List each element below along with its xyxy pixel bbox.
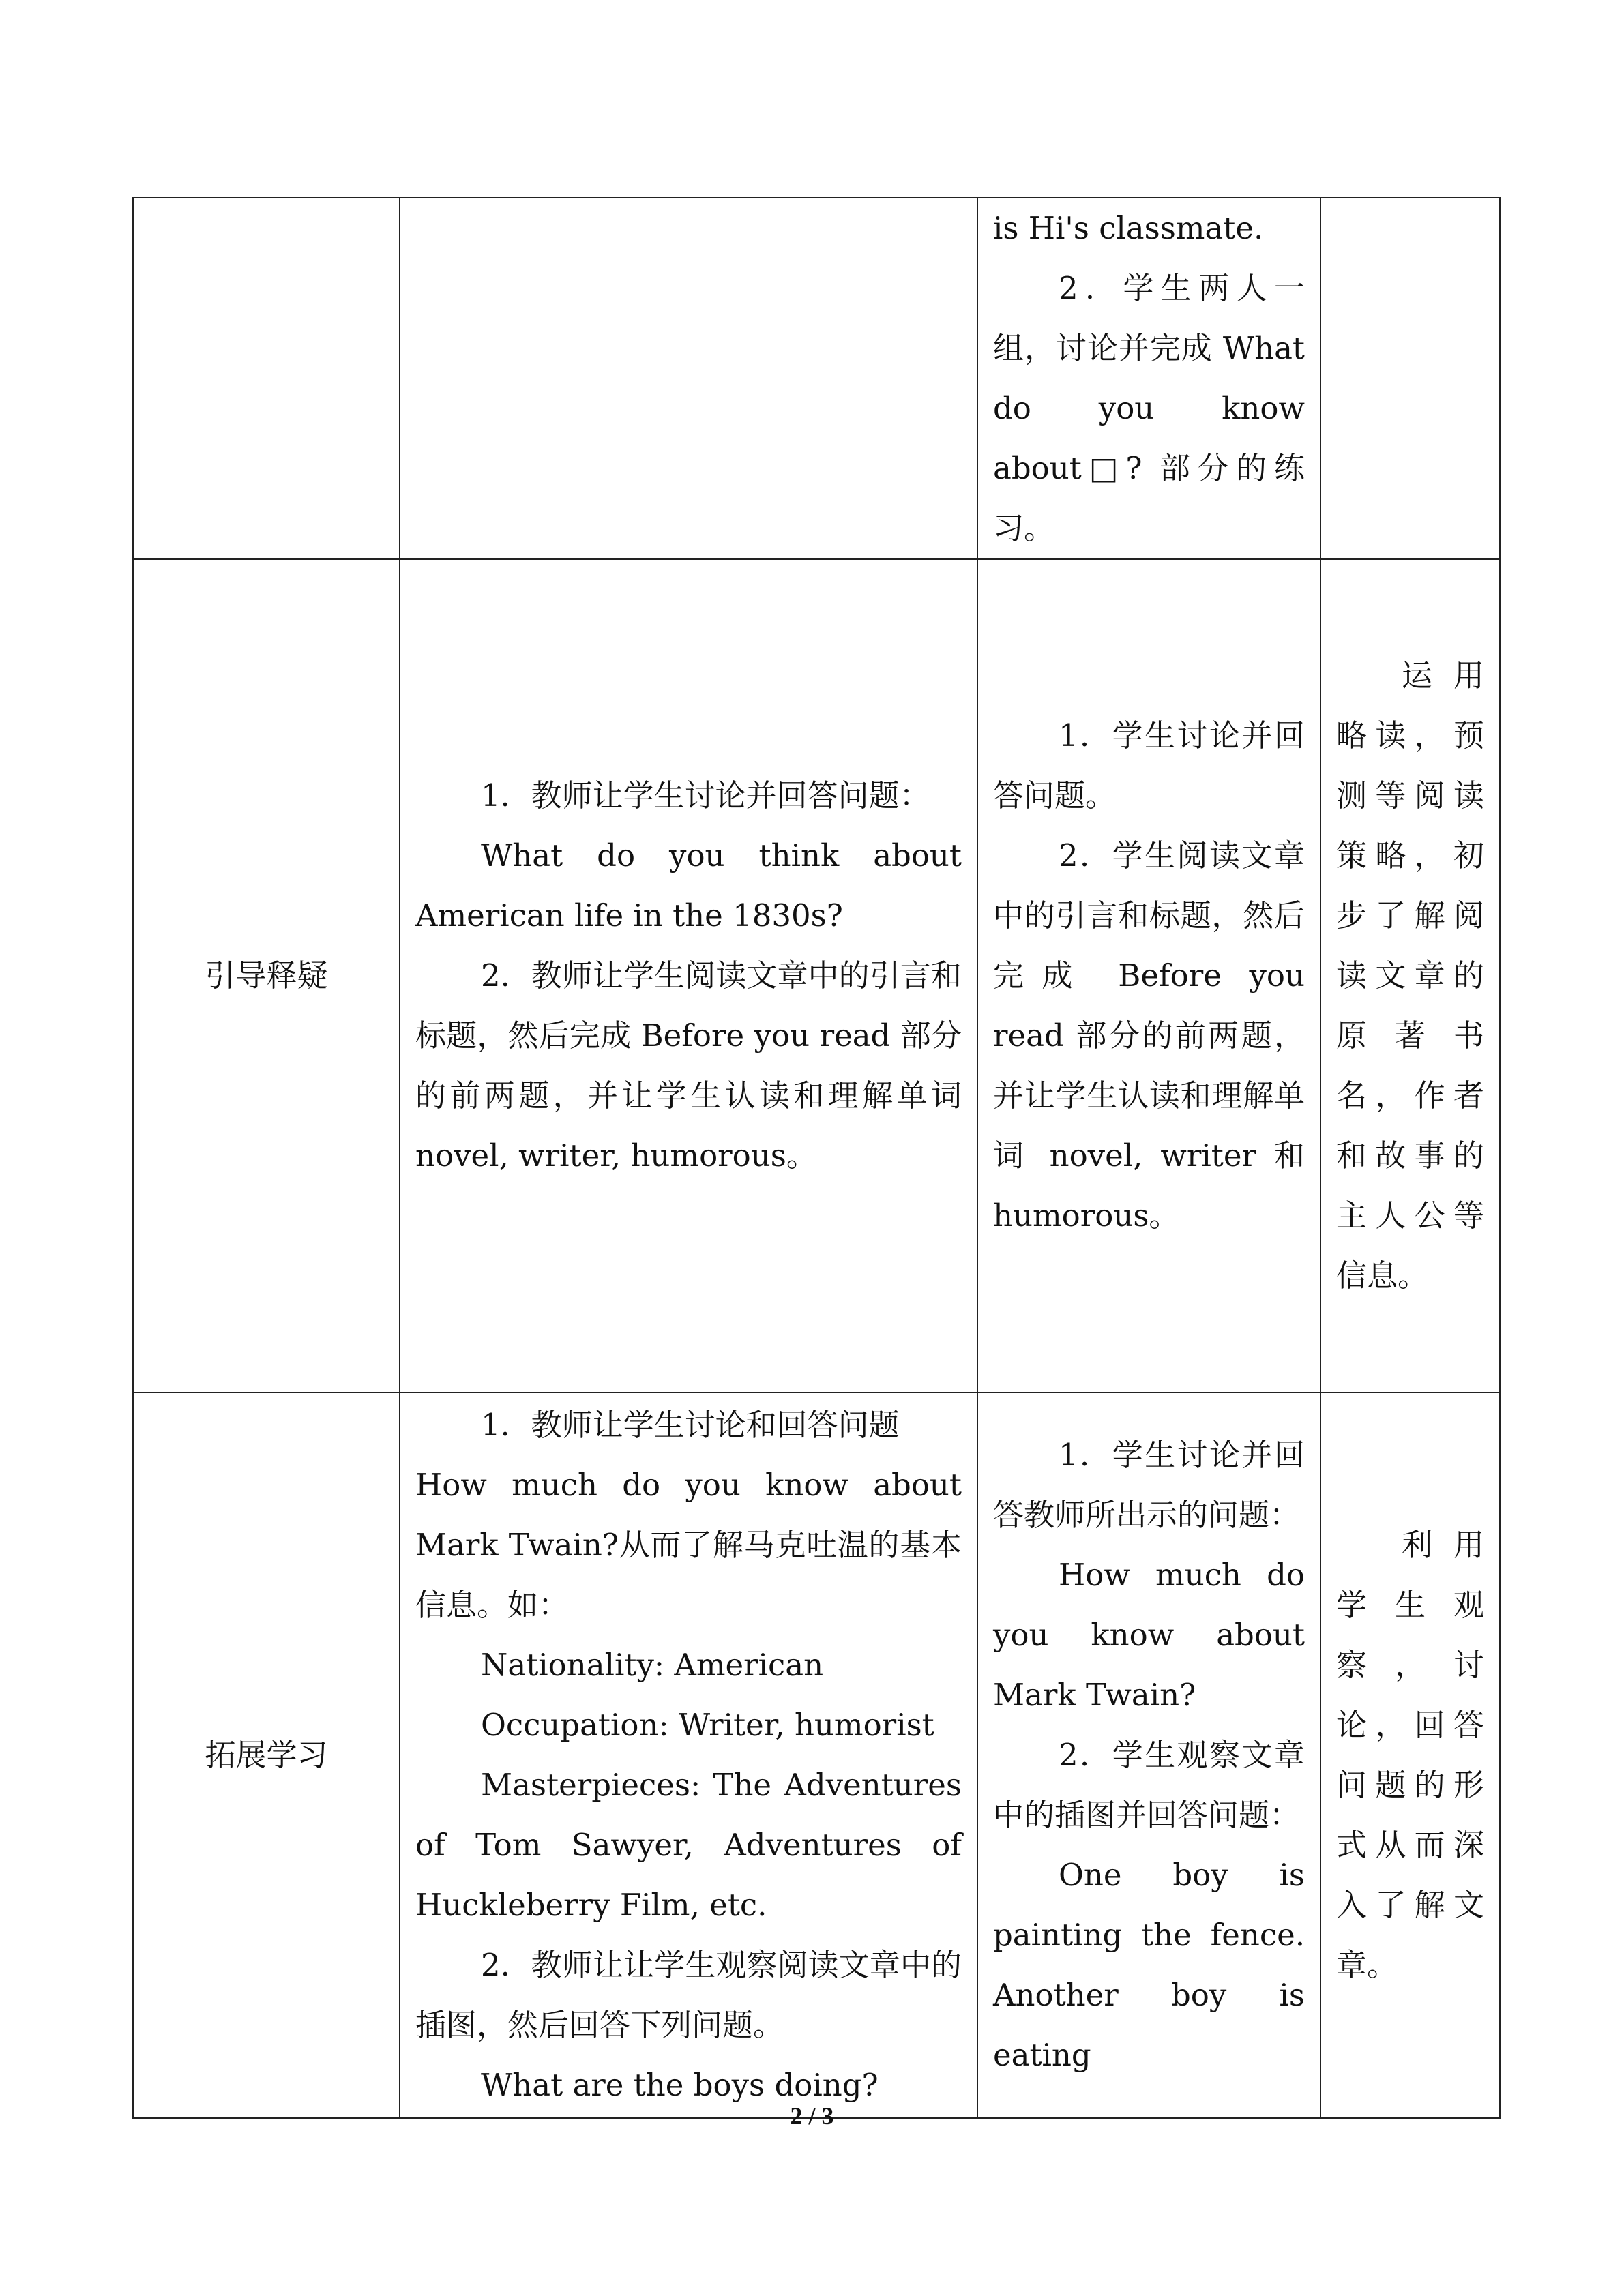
table-row [133,198,1500,559]
student-text: How much do you know about Mark Twain? [993,1557,1305,1713]
stage-cell [133,559,400,1392]
stage-label: 拓展学习 [205,1737,328,1773]
student-text: is Hi's classmate. [993,210,1264,246]
teacher-text: 2．教师让让学生观察阅读文章中的插图，然后回答下列问题。 [415,1947,962,2043]
teacher-activity-cell [400,1392,977,2118]
teacher-text: 2．教师让学生阅读文章中的引言和标题，然后完成 Before you read 部分的前两题，并让学生认读和理解单词 novel, writer, humorous。 [415,957,962,1174]
student-text: One boy is painting the fence. Another boy is eating [993,1857,1305,2073]
purpose-text: 运用略读，预测等阅读策略，初步了解阅读文章的原著书名，作者和故事的主人公等信息。 [1336,657,1484,1294]
teacher-text: Masterpieces: The Adventures of Tom Sawyer, Adventures of Huckleberry Film, etc. [415,1767,962,1923]
teacher-text: 1．教师让学生讨论并回答问题： [481,777,930,814]
purpose-cell [1320,1392,1500,2118]
teacher-text: 1．教师让学生讨论和回答问题 [481,1407,900,1443]
purpose-text: 利用学生观察，讨论，回答问题的形式从而深入了解文章。 [1336,1527,1484,1983]
student-activity-cell [977,1392,1320,2118]
page-number: 2 / 3 [790,2102,834,2130]
table-row [133,559,1500,1392]
stage-label: 引导释疑 [205,957,328,994]
student-text: 2．学生观察文章中的插图并回答问题： [993,1737,1305,1833]
teacher-text: How much do you know about Mark Twain?从而了解马克吐温的基本信息。如： [415,1467,962,1623]
teacher-text: Occupation: Writer, humorist [481,1707,934,1743]
teacher-text: Nationality: American [481,1647,824,1683]
student-text: 2．学生两人一组，讨论并完成 What do you know about□? 部分的练习。 [993,270,1305,546]
teacher-activity-cell [400,198,977,559]
student-text: 1．学生讨论并回答问题。 [993,717,1305,814]
purpose-cell [1320,198,1500,559]
student-text: 1．学生讨论并回答教师所出示的问题： [993,1437,1305,1533]
purpose-cell [1320,559,1500,1392]
lesson-plan-table [132,197,1501,2119]
student-activity-cell [977,559,1320,1392]
student-activity-cell [977,198,1320,559]
teacher-activity-cell [400,559,977,1392]
stage-cell [133,1392,400,2118]
student-text: 2．学生阅读文章中的引言和标题，然后完成 Before you read 部分的前两题，并让学生认读和理解单词 novel, writer 和 humorous。 [993,837,1305,1234]
teacher-text: What are the boys doing? [481,2067,879,2103]
table-row [133,1392,1500,2118]
stage-cell [133,198,400,559]
teacher-text: What do you think about American life in the 1830s? [415,837,962,934]
